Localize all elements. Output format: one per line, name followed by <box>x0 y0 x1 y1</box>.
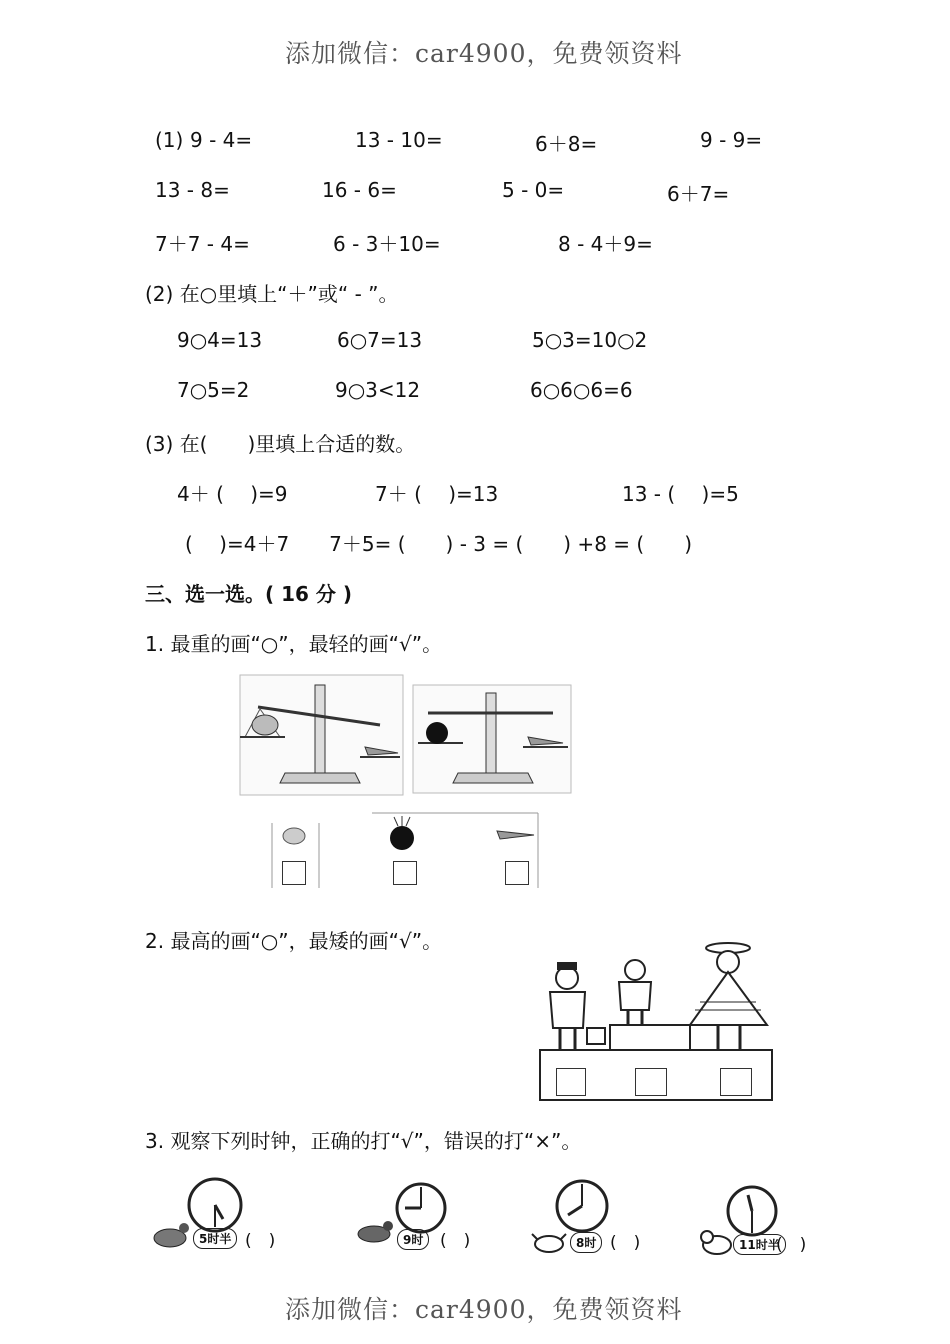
answer-paren[interactable]: ( ) <box>245 1231 276 1251</box>
question-3: 3. 观察下列时钟，正确的打“√”，错误的打“×”。 <box>145 1129 582 1153</box>
pepper-answer-box[interactable] <box>282 861 306 885</box>
crab-icon <box>528 1226 570 1258</box>
equation: 6○6○6=6 <box>530 378 633 402</box>
equation: 16 - 6= <box>322 178 397 202</box>
equation-chain: ( )=4＋7 7＋5= ( ) - 3 = ( ) +8 = ( ) <box>185 532 692 556</box>
part3-title: (3) 在( )里填上合适的数。 <box>145 432 416 456</box>
equation: 6○7=13 <box>337 328 423 352</box>
question-1: 1. 最重的画“○”，最轻的画“√”。 <box>145 632 443 656</box>
left-person-answer-box[interactable] <box>556 1068 586 1096</box>
equation: 9 - 4= <box>190 128 253 152</box>
question-2: 2. 最高的画“○”，最矮的画“√”。 <box>145 929 443 953</box>
scale-radish-carrot <box>413 685 573 795</box>
radish-answer-box[interactable] <box>393 861 417 885</box>
equation: 13 - ( )=5 <box>622 482 739 506</box>
answer-paren[interactable]: ( ) <box>610 1233 641 1253</box>
equation: 7＋7 - 4= <box>155 232 250 256</box>
clock-time-label: 11时半 <box>733 1234 786 1255</box>
middle-person-answer-box[interactable] <box>635 1068 667 1096</box>
clock-time-label: 9时 <box>397 1229 429 1250</box>
equation: 9 - 9= <box>700 128 763 152</box>
equation: 5○3=10○2 <box>532 328 648 352</box>
pigeon-icon <box>150 1218 192 1254</box>
equation: 13 - 10= <box>355 128 443 152</box>
equation: 7＋ ( )=13 <box>375 482 499 506</box>
part1-label: (1) <box>155 128 184 152</box>
part2-title: (2) 在○里填上“＋”或“ - ”。 <box>145 282 399 306</box>
equation: 9○3<12 <box>335 378 421 402</box>
right-person-answer-box[interactable] <box>720 1068 752 1096</box>
equation: 5 - 0= <box>502 178 565 202</box>
equation: 6＋7= <box>667 182 730 206</box>
section-heading: 三、选一选。( 16 分 ) <box>145 582 353 606</box>
equation: 8 - 4＋9= <box>558 232 653 256</box>
answer-paren[interactable]: ( ) <box>440 1231 471 1251</box>
equation: 4＋ ( )=9 <box>177 482 288 506</box>
clock-time-label: 8时 <box>570 1232 602 1253</box>
equation: 6＋8= <box>535 132 598 156</box>
scale-pepper-carrot <box>240 675 405 795</box>
clock-time-label: 5时半 <box>193 1228 237 1249</box>
answer-paren[interactable]: ( ) <box>776 1235 807 1255</box>
equation: 13 - 8= <box>155 178 230 202</box>
equation: 7○5=2 <box>177 378 250 402</box>
watermark-bottom: 添加微信：car4900，免费领资料 <box>285 1295 683 1324</box>
bird-icon <box>350 1218 398 1248</box>
carrot-answer-box[interactable] <box>505 861 529 885</box>
equation: 6 - 3＋10= <box>333 232 441 256</box>
equation: 9○4=13 <box>177 328 263 352</box>
watermark-top: 添加微信：car4900，免费领资料 <box>285 39 683 68</box>
clock-icon <box>185 1175 245 1235</box>
